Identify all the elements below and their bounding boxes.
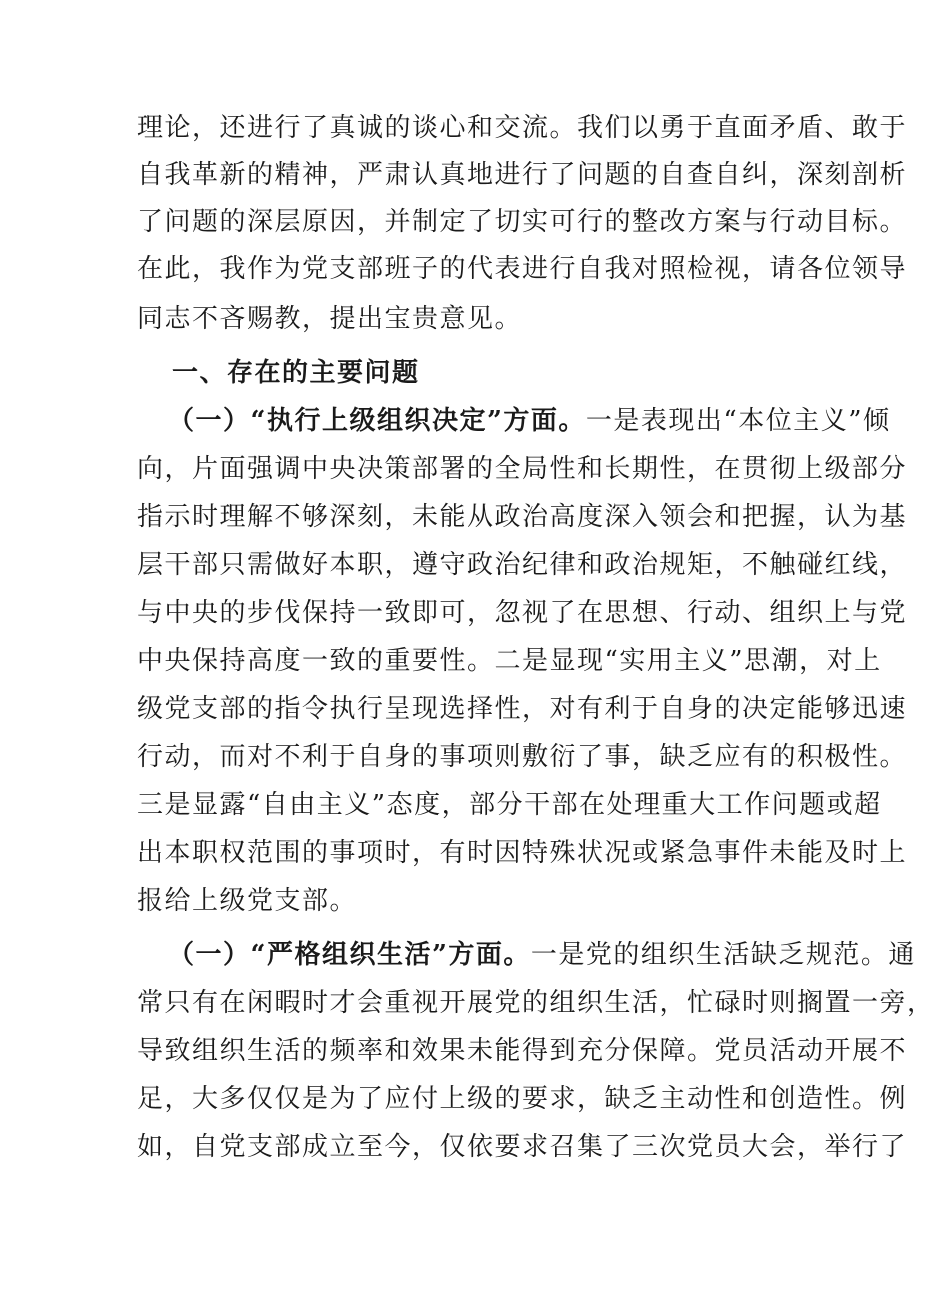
- paragraph-line: 层干部只需做好本职，遵守政治纪律和政治规矩，不触碰红线，: [137, 550, 908, 580]
- paragraph-line: 出本职权范围的事项时，有时因特殊状况或紧急事件未能及时上: [137, 838, 908, 868]
- paragraph-line: 常只有在闲暇时才会重视开展党的组织生活，忙碌时则搁置一旁，: [137, 988, 935, 1018]
- paragraph-line: 三是显露“自由主义”态度，部分干部在处理重大工作问题或超: [137, 790, 882, 820]
- paragraph-line: 导致组织生活的频率和效果未能得到充分保障。党员活动开展不: [137, 1036, 908, 1066]
- paragraph-line: 如，自党支部成立至今，仅依要求召集了三次党员大会，举行了: [137, 1132, 908, 1162]
- paragraph-line: 同志不吝赐教，提出宝贵意见。: [137, 304, 523, 334]
- paragraph-line: 指示时理解不够深刻，未能从政治高度深入领会和把握，认为基: [137, 502, 908, 532]
- item1-first-line: [168, 398, 891, 444]
- paragraph-line: 报给上级党支部。: [137, 886, 358, 916]
- section-heading: 一、存在的主要问题: [172, 358, 420, 388]
- paragraph-line: 理论，还进行了真诚的谈心和交流。我们以勇于直面矛盾、敢于: [137, 113, 908, 143]
- paragraph-line: 级党支部的指令执行呈现选择性，对有利于自身的决定能够迅速: [137, 694, 908, 724]
- item1-first-line-rest: 一是表现出“本位主义”倾: [585, 406, 891, 436]
- paragraph-line: 与中央的步伐保持一致即可，忽视了在思想、行动、组织上与党: [137, 598, 908, 628]
- paragraph-line: 自我革新的精神，严肃认真地进行了问题的自查自纠，深刻剖析: [137, 160, 908, 190]
- paragraph-line: 足，大多仅仅是为了应付上级的要求，缺乏主动性和创造性。例: [137, 1084, 908, 1114]
- item2-title: （一）“严格组织生活”方面。: [168, 940, 531, 970]
- paragraph-line: 在此，我作为党支部班子的代表进行自我对照检视，请各位领导: [137, 254, 908, 284]
- paragraph-line: 向，片面强调中央决策部署的全局性和长期性，在贯彻上级部分: [137, 454, 908, 484]
- paragraph-line: 了问题的深层原因，并制定了切实可行的整改方案与行动目标。: [137, 207, 908, 237]
- paragraph-line: 行动，而对不利于自身的事项则敷衍了事，缺乏应有的积极性。: [137, 742, 908, 772]
- paragraph-line: 中央保持高度一致的重要性。二是显现“实用主义”思潮，对上: [137, 646, 882, 676]
- item1-title: （一）“执行上级组织决定”方面。: [168, 406, 586, 436]
- item2-first-line: [168, 932, 916, 978]
- item2-first-line-rest: 一是党的组织生活缺乏规范。通: [530, 940, 916, 970]
